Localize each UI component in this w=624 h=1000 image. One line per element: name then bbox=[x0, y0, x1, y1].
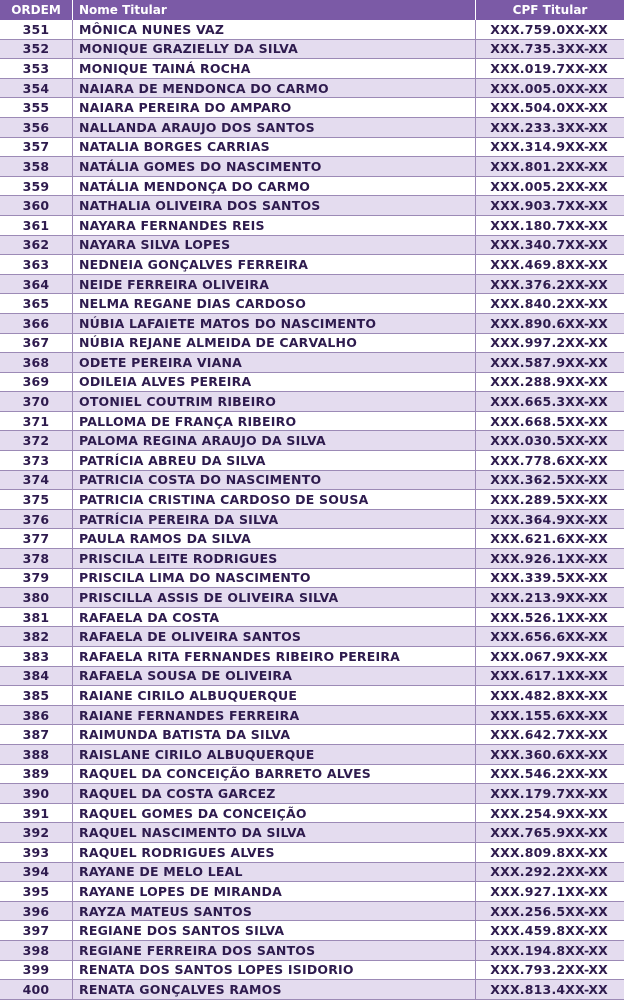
nome-cell: PALLOMA DE FRANÇA RIBEIRO bbox=[73, 411, 476, 431]
table-row bbox=[0, 20, 624, 39]
ordem-cell: 354 bbox=[0, 78, 73, 98]
ordem-cell: 352 bbox=[0, 39, 73, 59]
table-row bbox=[0, 235, 624, 255]
table-row bbox=[0, 627, 624, 647]
header-cpf-titular: CPF Titular bbox=[476, 0, 624, 20]
table-row bbox=[0, 411, 624, 431]
nome-cell: ODETE PEREIRA VIANA bbox=[73, 353, 476, 373]
nome-cell: RAQUEL NASCIMENTO DA SILVA bbox=[73, 823, 476, 843]
nome-cell: RAYANE LOPES DE MIRANDA bbox=[73, 882, 476, 902]
nome-cell: REGIANE FERREIRA DOS SANTOS bbox=[73, 940, 476, 960]
table-row bbox=[0, 117, 624, 137]
table-row bbox=[0, 666, 624, 686]
table-row bbox=[0, 353, 624, 373]
cpf-cell: XXX.801.2XX-XX bbox=[476, 157, 624, 177]
table-row bbox=[0, 725, 624, 745]
table-row bbox=[0, 901, 624, 921]
table-row bbox=[0, 78, 624, 98]
ordem-cell: 363 bbox=[0, 255, 73, 275]
table-row bbox=[0, 196, 624, 216]
ordem-cell: 372 bbox=[0, 431, 73, 451]
table-row bbox=[0, 313, 624, 333]
cpf-cell: XXX.194.8XX-XX bbox=[476, 940, 624, 960]
cpf-cell: XXX.179.7XX-XX bbox=[476, 784, 624, 804]
table-row bbox=[0, 784, 624, 804]
cpf-cell: XXX.621.6XX-XX bbox=[476, 529, 624, 549]
nome-cell: RAIANE FERNANDES FERREIRA bbox=[73, 705, 476, 725]
cpf-cell: XXX.067.9XX-XX bbox=[476, 647, 624, 667]
table-row bbox=[0, 607, 624, 627]
cpf-cell: XXX.890.6XX-XX bbox=[476, 313, 624, 333]
table-header-row bbox=[0, 0, 624, 20]
ordem-cell: 351 bbox=[0, 20, 73, 39]
cpf-cell: XXX.360.6XX-XX bbox=[476, 744, 624, 764]
cpf-cell: XXX.289.5XX-XX bbox=[476, 490, 624, 510]
nome-cell: NÚBIA LAFAIETE MATOS DO NASCIMENTO bbox=[73, 313, 476, 333]
cpf-cell: XXX.526.1XX-XX bbox=[476, 607, 624, 627]
nome-cell: NAIARA DE MENDONCA DO CARMO bbox=[73, 78, 476, 98]
table-row bbox=[0, 647, 624, 667]
ordem-cell: 394 bbox=[0, 862, 73, 882]
ordem-cell: 378 bbox=[0, 549, 73, 569]
cpf-cell: XXX.256.5XX-XX bbox=[476, 901, 624, 921]
table-row bbox=[0, 686, 624, 706]
table-row bbox=[0, 842, 624, 862]
nome-cell: PATRÍCIA ABREU DA SILVA bbox=[73, 451, 476, 471]
ordem-cell: 366 bbox=[0, 313, 73, 333]
table-row bbox=[0, 529, 624, 549]
nome-cell: RAISLANE CIRILO ALBUQUERQUE bbox=[73, 744, 476, 764]
ordem-cell: 365 bbox=[0, 294, 73, 314]
nome-cell: NÚBIA REJANE ALMEIDA DE CARVALHO bbox=[73, 333, 476, 353]
cpf-cell: XXX.809.8XX-XX bbox=[476, 842, 624, 862]
table-row bbox=[0, 705, 624, 725]
cpf-cell: XXX.813.4XX-XX bbox=[476, 980, 624, 1000]
ordem-cell: 382 bbox=[0, 627, 73, 647]
table-row bbox=[0, 137, 624, 157]
table-row bbox=[0, 274, 624, 294]
nome-cell: RAQUEL DA COSTA GARCEZ bbox=[73, 784, 476, 804]
table-row bbox=[0, 960, 624, 980]
table-row bbox=[0, 470, 624, 490]
header-nome-titular: Nome Titular bbox=[73, 0, 476, 20]
table-row bbox=[0, 490, 624, 510]
table-row bbox=[0, 980, 624, 1000]
table-body bbox=[0, 20, 624, 999]
cpf-cell: XXX.314.9XX-XX bbox=[476, 137, 624, 157]
ordem-cell: 361 bbox=[0, 215, 73, 235]
ordem-cell: 353 bbox=[0, 59, 73, 79]
nome-cell: PAULA RAMOS DA SILVA bbox=[73, 529, 476, 549]
nome-cell: PATRICIA CRISTINA CARDOSO DE SOUSA bbox=[73, 490, 476, 510]
cpf-cell: XXX.642.7XX-XX bbox=[476, 725, 624, 745]
cpf-cell: XXX.997.2XX-XX bbox=[476, 333, 624, 353]
ordem-cell: 375 bbox=[0, 490, 73, 510]
ordem-cell: 357 bbox=[0, 137, 73, 157]
ordem-cell: 377 bbox=[0, 529, 73, 549]
nome-cell: NEDNEIA GONÇALVES FERREIRA bbox=[73, 255, 476, 275]
ordem-cell: 356 bbox=[0, 117, 73, 137]
cpf-cell: XXX.030.5XX-XX bbox=[476, 431, 624, 451]
cpf-cell: XXX.005.2XX-XX bbox=[476, 176, 624, 196]
table-row bbox=[0, 451, 624, 471]
ordem-cell: 397 bbox=[0, 921, 73, 941]
table-row bbox=[0, 176, 624, 196]
nome-cell: NATÁLIA MENDONÇA DO CARMO bbox=[73, 176, 476, 196]
cpf-cell: XXX.840.2XX-XX bbox=[476, 294, 624, 314]
nome-cell: MONIQUE TAINÁ ROCHA bbox=[73, 59, 476, 79]
table-row bbox=[0, 431, 624, 451]
cpf-cell: XXX.793.2XX-XX bbox=[476, 960, 624, 980]
cpf-cell: XXX.362.5XX-XX bbox=[476, 470, 624, 490]
ordem-cell: 367 bbox=[0, 333, 73, 353]
table-row bbox=[0, 333, 624, 353]
nome-cell: NALLANDA ARAUJO DOS SANTOS bbox=[73, 117, 476, 137]
table-row bbox=[0, 940, 624, 960]
ordem-cell: 387 bbox=[0, 725, 73, 745]
ordem-cell: 362 bbox=[0, 235, 73, 255]
cpf-cell: XXX.656.6XX-XX bbox=[476, 627, 624, 647]
nome-cell: NATALIA BORGES CARRIAS bbox=[73, 137, 476, 157]
table-row bbox=[0, 39, 624, 59]
nome-cell: NAYARA FERNANDES REIS bbox=[73, 215, 476, 235]
cpf-cell: XXX.292.2XX-XX bbox=[476, 862, 624, 882]
ordem-cell: 376 bbox=[0, 509, 73, 529]
ordem-cell: 360 bbox=[0, 196, 73, 216]
cpf-cell: XXX.180.7XX-XX bbox=[476, 215, 624, 235]
cpf-cell: XXX.927.1XX-XX bbox=[476, 882, 624, 902]
ordem-cell: 371 bbox=[0, 411, 73, 431]
nome-cell: NAYARA SILVA LOPES bbox=[73, 235, 476, 255]
table-row bbox=[0, 255, 624, 275]
cpf-cell: XXX.459.8XX-XX bbox=[476, 921, 624, 941]
ordem-cell: 359 bbox=[0, 176, 73, 196]
ordem-cell: 386 bbox=[0, 705, 73, 725]
ordem-cell: 364 bbox=[0, 274, 73, 294]
ordem-cell: 369 bbox=[0, 372, 73, 392]
table-row bbox=[0, 764, 624, 784]
nome-cell: PRISCILLA ASSIS DE OLIVEIRA SILVA bbox=[73, 588, 476, 608]
ordem-cell: 381 bbox=[0, 607, 73, 627]
cpf-cell: XXX.587.9XX-XX bbox=[476, 353, 624, 373]
cpf-cell: XXX.019.7XX-XX bbox=[476, 59, 624, 79]
nome-cell: PRISCILA LIMA DO NASCIMENTO bbox=[73, 568, 476, 588]
ordem-cell: 389 bbox=[0, 764, 73, 784]
table-row bbox=[0, 823, 624, 843]
table-row bbox=[0, 215, 624, 235]
cpf-cell: XXX.735.3XX-XX bbox=[476, 39, 624, 59]
ordem-cell: 393 bbox=[0, 842, 73, 862]
nome-cell: RAQUEL RODRIGUES ALVES bbox=[73, 842, 476, 862]
cpf-cell: XXX.504.0XX-XX bbox=[476, 98, 624, 118]
nome-cell: RAIMUNDA BATISTA DA SILVA bbox=[73, 725, 476, 745]
nome-cell: NATÁLIA GOMES DO NASCIMENTO bbox=[73, 157, 476, 177]
ordem-cell: 391 bbox=[0, 803, 73, 823]
cpf-cell: XXX.233.3XX-XX bbox=[476, 117, 624, 137]
cpf-cell: XXX.376.2XX-XX bbox=[476, 274, 624, 294]
table-row bbox=[0, 294, 624, 314]
ordem-cell: 368 bbox=[0, 353, 73, 373]
ordem-cell: 392 bbox=[0, 823, 73, 843]
table-row bbox=[0, 921, 624, 941]
ordem-cell: 390 bbox=[0, 784, 73, 804]
nome-cell: PATRÍCIA PEREIRA DA SILVA bbox=[73, 509, 476, 529]
cpf-cell: XXX.213.9XX-XX bbox=[476, 588, 624, 608]
ordem-cell: 379 bbox=[0, 568, 73, 588]
ordem-cell: 383 bbox=[0, 647, 73, 667]
cpf-cell: XXX.665.3XX-XX bbox=[476, 392, 624, 412]
nome-cell: RENATA DOS SANTOS LOPES ISIDORIO bbox=[73, 960, 476, 980]
table-row bbox=[0, 372, 624, 392]
ordem-cell: 395 bbox=[0, 882, 73, 902]
nome-cell: RAFAELA SOUSA DE OLIVEIRA bbox=[73, 666, 476, 686]
cpf-cell: XXX.254.9XX-XX bbox=[476, 803, 624, 823]
nome-cell: RAQUEL DA CONCEIÇÃO BARRETO ALVES bbox=[73, 764, 476, 784]
table-row bbox=[0, 509, 624, 529]
ordem-cell: 370 bbox=[0, 392, 73, 412]
nome-cell: PRISCILA LEITE RODRIGUES bbox=[73, 549, 476, 569]
nome-cell: RAFAELA DA COSTA bbox=[73, 607, 476, 627]
nome-cell: NEIDE FERREIRA OLIVEIRA bbox=[73, 274, 476, 294]
table-row bbox=[0, 588, 624, 608]
ordem-cell: 384 bbox=[0, 666, 73, 686]
table-row bbox=[0, 862, 624, 882]
ordem-cell: 396 bbox=[0, 901, 73, 921]
ordem-cell: 399 bbox=[0, 960, 73, 980]
nome-cell: PALOMA REGINA ARAUJO DA SILVA bbox=[73, 431, 476, 451]
table-row bbox=[0, 392, 624, 412]
cpf-cell: XXX.546.2XX-XX bbox=[476, 764, 624, 784]
cpf-cell: XXX.339.5XX-XX bbox=[476, 568, 624, 588]
table-row bbox=[0, 157, 624, 177]
nome-cell: RAYANE DE MELO LEAL bbox=[73, 862, 476, 882]
nome-cell: RAFAELA RITA FERNANDES RIBEIRO PEREIRA bbox=[73, 647, 476, 667]
nome-cell: MONIQUE GRAZIELLY DA SILVA bbox=[73, 39, 476, 59]
nome-cell: MÔNICA NUNES VAZ bbox=[73, 20, 476, 39]
ordem-cell: 355 bbox=[0, 98, 73, 118]
ordem-cell: 385 bbox=[0, 686, 73, 706]
cpf-cell: XXX.155.6XX-XX bbox=[476, 705, 624, 725]
cpf-cell: XXX.364.9XX-XX bbox=[476, 509, 624, 529]
cpf-cell: XXX.617.1XX-XX bbox=[476, 666, 624, 686]
cpf-cell: XXX.926.1XX-XX bbox=[476, 549, 624, 569]
ordem-cell: 400 bbox=[0, 980, 73, 1000]
nome-cell: NELMA REGANE DIAS CARDOSO bbox=[73, 294, 476, 314]
cpf-cell: XXX.778.6XX-XX bbox=[476, 451, 624, 471]
ordem-cell: 398 bbox=[0, 940, 73, 960]
table-row bbox=[0, 98, 624, 118]
nome-cell: OTONIEL COUTRIM RIBEIRO bbox=[73, 392, 476, 412]
cpf-cell: XXX.765.9XX-XX bbox=[476, 823, 624, 843]
cpf-cell: XXX.668.5XX-XX bbox=[476, 411, 624, 431]
nome-cell: RAIANE CIRILO ALBUQUERQUE bbox=[73, 686, 476, 706]
nome-cell: PATRICIA COSTA DO NASCIMENTO bbox=[73, 470, 476, 490]
nome-cell: RAYZA MATEUS SANTOS bbox=[73, 901, 476, 921]
table-row bbox=[0, 568, 624, 588]
nome-cell: ODILEIA ALVES PEREIRA bbox=[73, 372, 476, 392]
ordem-cell: 373 bbox=[0, 451, 73, 471]
header-ordem: ORDEM bbox=[0, 0, 73, 20]
cpf-cell: XXX.288.9XX-XX bbox=[476, 372, 624, 392]
table-row bbox=[0, 549, 624, 569]
ordem-cell: 358 bbox=[0, 157, 73, 177]
nome-cell: NATHALIA OLIVEIRA DOS SANTOS bbox=[73, 196, 476, 216]
ordem-cell: 388 bbox=[0, 744, 73, 764]
nome-cell: RAFAELA DE OLIVEIRA SANTOS bbox=[73, 627, 476, 647]
cpf-cell: XXX.903.7XX-XX bbox=[476, 196, 624, 216]
cpf-cell: XXX.005.0XX-XX bbox=[476, 78, 624, 98]
nome-cell: RAQUEL GOMES DA CONCEIÇÃO bbox=[73, 803, 476, 823]
cpf-cell: XXX.469.8XX-XX bbox=[476, 255, 624, 275]
cpf-cell: XXX.759.0XX-XX bbox=[476, 20, 624, 39]
ordem-cell: 374 bbox=[0, 470, 73, 490]
nome-cell: NAIARA PEREIRA DO AMPARO bbox=[73, 98, 476, 118]
cpf-cell: XXX.340.7XX-XX bbox=[476, 235, 624, 255]
table-row bbox=[0, 882, 624, 902]
table-row bbox=[0, 744, 624, 764]
cpf-cell: XXX.482.8XX-XX bbox=[476, 686, 624, 706]
table-row bbox=[0, 803, 624, 823]
table-row bbox=[0, 59, 624, 79]
nome-cell: RENATA GONÇALVES RAMOS bbox=[73, 980, 476, 1000]
nome-cell: REGIANE DOS SANTOS SILVA bbox=[73, 921, 476, 941]
ordem-cell: 380 bbox=[0, 588, 73, 608]
